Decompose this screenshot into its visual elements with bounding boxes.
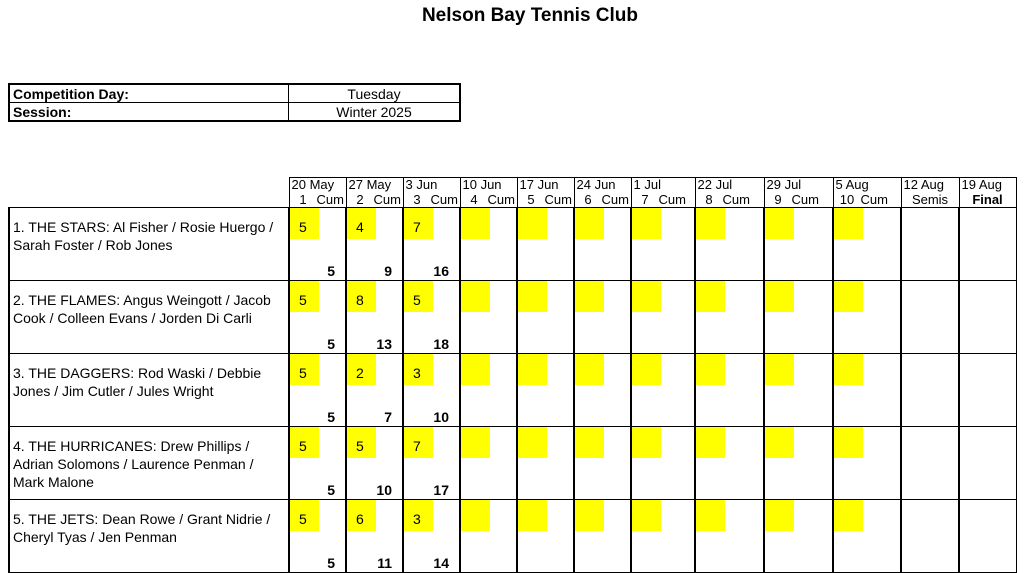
cumulative-label: Cum <box>487 192 515 207</box>
round-cell <box>574 500 631 573</box>
final-cell <box>959 281 1016 354</box>
round-number: 1 <box>299 192 307 207</box>
team-name: 2. THE FLAMES: Angus Weingott / Jacob Cook / Colleen Evans / Jorden Di Carli <box>9 281 289 354</box>
round-score-input[interactable] <box>575 354 604 385</box>
round-score-input[interactable] <box>696 281 725 312</box>
round-cell <box>631 500 695 573</box>
round-cell <box>289 427 346 500</box>
round-score-input[interactable] <box>834 427 863 458</box>
round-score-input[interactable]: 5 <box>290 427 319 458</box>
cumulative-score: 10 <box>376 482 392 498</box>
score-grid <box>8 177 1017 573</box>
session-label: Session: <box>9 103 289 122</box>
round-number: 7 <box>641 192 649 207</box>
round-score-input[interactable] <box>632 427 661 458</box>
round-number: 5 <box>527 192 535 207</box>
round-cell <box>695 427 764 500</box>
round-score-input[interactable]: 2 <box>347 354 376 385</box>
round-date-header: 27 May <box>346 178 403 193</box>
round-score-input[interactable] <box>696 427 725 458</box>
round-score-input[interactable]: 5 <box>290 354 319 385</box>
team-name: 4. THE HURRICANES: Drew Phillips / Adrian Solomons / Laurence Penman / Mark Malone <box>9 427 289 500</box>
finals-date-header: 12 Aug <box>901 178 959 193</box>
competition-day-value: Tuesday <box>289 84 461 103</box>
round-cell <box>289 500 346 573</box>
team-row <box>9 281 1016 354</box>
round-date-header: 22 Jul <box>695 178 764 193</box>
cumulative-score: 9 <box>384 263 392 279</box>
round-cell <box>833 500 901 573</box>
round-cell <box>289 281 346 354</box>
round-cell <box>517 208 574 281</box>
round-number: 8 <box>705 192 713 207</box>
cumulative-label: Cum <box>544 192 572 207</box>
round-score-input[interactable]: 5 <box>347 427 376 458</box>
round-cell <box>764 354 833 427</box>
round-number: 3 <box>413 192 421 207</box>
round-score-input[interactable] <box>765 208 794 239</box>
cumulative-score: 17 <box>433 482 449 498</box>
cumulative-score: 10 <box>433 409 449 425</box>
round-score-input[interactable] <box>518 427 547 458</box>
round-cell <box>346 500 403 573</box>
round-score-input[interactable] <box>518 281 547 312</box>
cumulative-score: 5 <box>327 409 335 425</box>
round-cell <box>403 500 460 573</box>
final-cell <box>959 208 1016 281</box>
cumulative-score: 5 <box>327 336 335 352</box>
round-cell <box>833 354 901 427</box>
team-name: 3. THE DAGGERS: Rod Waski / Debbie Jones / Jim Cutler / Jules Wright <box>9 354 289 427</box>
round-score-input[interactable] <box>518 354 547 385</box>
round-cell <box>695 500 764 573</box>
cumulative-score: 5 <box>327 555 335 571</box>
date-header-row <box>9 178 1016 193</box>
cumulative-score: 16 <box>433 263 449 279</box>
round-number: 10 <box>839 192 855 207</box>
final-cell <box>959 427 1016 500</box>
semis-cell <box>901 427 959 500</box>
round-number: 2 <box>356 192 364 207</box>
round-score-input[interactable] <box>632 208 661 239</box>
round-score-input[interactable] <box>575 500 604 531</box>
round-cell <box>517 427 574 500</box>
semis-cell <box>901 208 959 281</box>
round-cell <box>346 208 403 281</box>
round-cell <box>631 208 695 281</box>
round-score-input[interactable]: 4 <box>347 208 376 239</box>
round-cell <box>574 354 631 427</box>
round-number: 9 <box>774 192 782 207</box>
round-cell <box>517 354 574 427</box>
round-subheader <box>517 192 574 208</box>
round-number: 4 <box>470 192 478 207</box>
round-score-input[interactable]: 5 <box>290 208 319 239</box>
team-name: 1. THE STARS: Al Fisher / Rosie Huergo / Sarah Foster / Rob Jones <box>9 208 289 281</box>
header-corner-sub <box>9 192 289 208</box>
round-subheader <box>695 192 764 208</box>
round-score-input[interactable] <box>518 500 547 531</box>
round-cell <box>574 281 631 354</box>
header-corner <box>9 178 289 193</box>
round-cell <box>403 354 460 427</box>
round-score-input[interactable] <box>765 281 794 312</box>
round-subheader <box>289 192 346 208</box>
round-score-input[interactable]: 3 <box>404 354 433 385</box>
cumulative-label: Cum <box>373 192 401 207</box>
cumulative-label: Cum <box>860 192 888 207</box>
round-score-input[interactable] <box>575 281 604 312</box>
round-score-input[interactable] <box>834 354 863 385</box>
round-cell <box>833 281 901 354</box>
round-cell <box>833 427 901 500</box>
round-score-input[interactable] <box>632 354 661 385</box>
round-cell <box>460 281 517 354</box>
round-score-input[interactable] <box>696 208 725 239</box>
round-date-header: 29 Jul <box>764 178 833 193</box>
round-cell <box>289 354 346 427</box>
round-cell <box>764 281 833 354</box>
cumulative-score: 5 <box>327 263 335 279</box>
round-score-input[interactable]: 5 <box>404 281 433 312</box>
round-score-input[interactable] <box>461 281 490 312</box>
page-title: Nelson Bay Tennis Club <box>421 5 639 26</box>
round-subheader <box>631 192 695 208</box>
cumulative-score: 5 <box>327 482 335 498</box>
round-cell <box>346 427 403 500</box>
round-score-input[interactable] <box>461 208 490 239</box>
round-score-input[interactable]: 8 <box>347 281 376 312</box>
team-row <box>9 208 1016 281</box>
round-cell <box>517 500 574 573</box>
cumulative-label: Cum <box>658 192 686 207</box>
round-subheader <box>574 192 631 208</box>
round-date-header: 3 Jun <box>403 178 460 193</box>
round-date-header: 17 Jun <box>517 178 574 193</box>
round-score-input[interactable]: 3 <box>404 500 433 531</box>
round-score-input[interactable] <box>765 427 794 458</box>
round-cell <box>764 500 833 573</box>
round-cell <box>517 281 574 354</box>
round-score-input[interactable]: 7 <box>404 427 433 458</box>
round-date-header: 5 Aug <box>833 178 901 193</box>
semis-cell <box>901 354 959 427</box>
round-date-header: 20 May <box>289 178 346 193</box>
round-cell <box>403 281 460 354</box>
round-cell <box>764 427 833 500</box>
cumulative-label: Cum <box>722 192 750 207</box>
team-row <box>9 500 1016 573</box>
round-score-input[interactable] <box>765 354 794 385</box>
cumulative-label: Cum <box>316 192 344 207</box>
round-cell <box>346 281 403 354</box>
round-cell <box>460 427 517 500</box>
round-score-input[interactable] <box>834 500 863 531</box>
round-date-header: 1 Jul <box>631 178 695 193</box>
info-row-day <box>9 84 460 103</box>
cumulative-score: 14 <box>433 555 449 571</box>
cumulative-label: Cum <box>430 192 458 207</box>
round-cell <box>403 427 460 500</box>
round-header-row <box>9 192 1016 208</box>
session-value: Winter 2025 <box>336 103 412 120</box>
round-cell <box>631 281 695 354</box>
round-cell <box>833 208 901 281</box>
competition-day-label: Competition Day: <box>9 84 289 103</box>
round-score-input[interactable]: 7 <box>404 208 433 239</box>
round-score-input[interactable] <box>696 500 725 531</box>
round-cell <box>574 427 631 500</box>
round-score-input[interactable] <box>461 427 490 458</box>
round-cell <box>764 208 833 281</box>
round-cell <box>695 354 764 427</box>
round-subheader <box>764 192 833 208</box>
round-subheader <box>403 192 460 208</box>
round-score-input[interactable] <box>696 354 725 385</box>
round-score-input[interactable] <box>632 500 661 531</box>
cumulative-label: Cum <box>791 192 819 207</box>
round-cell <box>631 354 695 427</box>
round-score-input[interactable] <box>461 500 490 531</box>
team-name: 5. THE JETS: Dean Rowe / Grant Nidrie / Cheryl Tyas / Jen Penman <box>9 500 289 573</box>
round-score-input[interactable] <box>518 208 547 239</box>
round-cell <box>574 208 631 281</box>
team-row <box>9 354 1016 427</box>
semis-cell <box>901 500 959 573</box>
final-cell <box>959 500 1016 573</box>
round-cell <box>460 354 517 427</box>
round-subheader <box>833 192 901 208</box>
cumulative-score: 18 <box>433 336 449 352</box>
round-score-input[interactable] <box>632 281 661 312</box>
round-cell <box>346 354 403 427</box>
round-cell <box>695 281 764 354</box>
semis-header: Semis <box>901 192 959 208</box>
round-score-input[interactable] <box>834 281 863 312</box>
info-row-session <box>9 103 460 122</box>
round-cell <box>695 208 764 281</box>
final-header: Final <box>959 192 1016 208</box>
round-cell <box>289 208 346 281</box>
round-subheader <box>346 192 403 208</box>
round-cell <box>403 208 460 281</box>
round-score-input[interactable]: 5 <box>290 281 319 312</box>
cumulative-score: 11 <box>377 555 392 571</box>
cumulative-label: Cum <box>601 192 629 207</box>
team-row <box>9 427 1016 500</box>
round-score-input[interactable] <box>575 427 604 458</box>
round-number: 6 <box>584 192 592 207</box>
round-score-input[interactable] <box>765 500 794 531</box>
round-date-header: 10 Jun <box>460 178 517 193</box>
round-score-input[interactable] <box>575 208 604 239</box>
round-score-input[interactable] <box>461 354 490 385</box>
round-cell <box>460 208 517 281</box>
semis-cell <box>901 281 959 354</box>
round-cell <box>460 500 517 573</box>
cumulative-score: 13 <box>376 336 392 352</box>
round-score-input[interactable] <box>834 208 863 239</box>
cumulative-score: 7 <box>384 409 392 425</box>
competition-info-table <box>8 83 461 122</box>
round-subheader <box>460 192 517 208</box>
round-score-input[interactable]: 6 <box>347 500 376 531</box>
round-cell <box>631 427 695 500</box>
final-cell <box>959 354 1016 427</box>
round-score-input[interactable]: 5 <box>290 500 319 531</box>
finals-date-header: 19 Aug <box>959 178 1016 193</box>
round-date-header: 24 Jun <box>574 178 631 193</box>
